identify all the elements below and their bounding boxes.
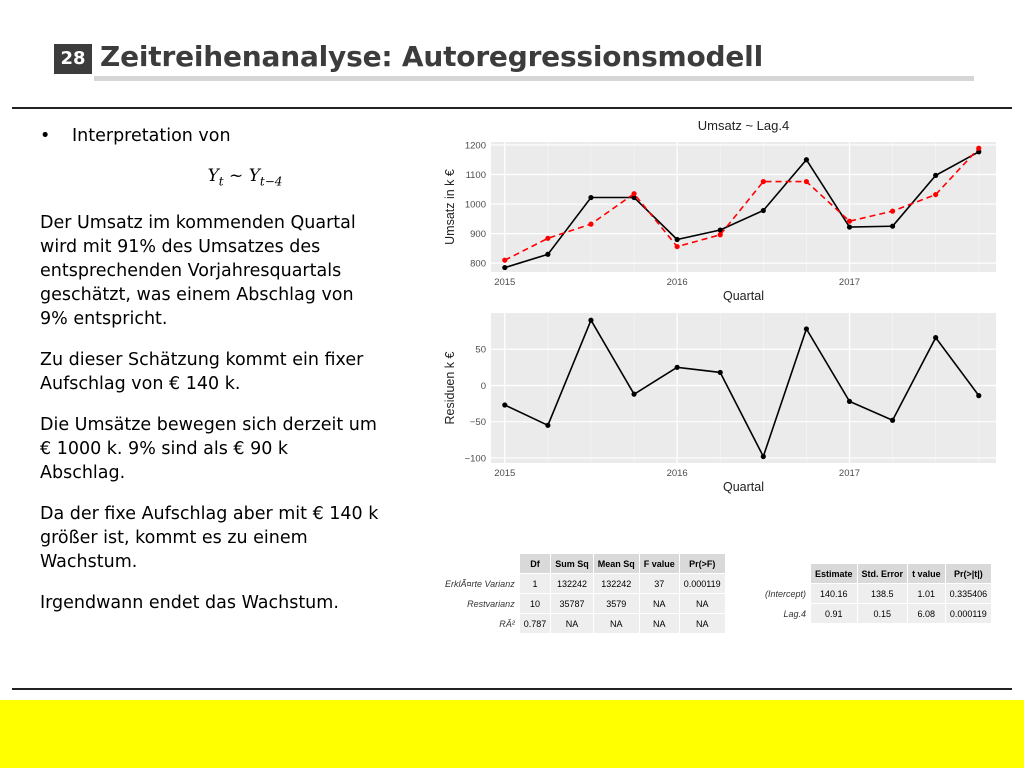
table-cell: NA	[679, 614, 725, 634]
data-point	[976, 146, 981, 151]
y-tick-label: 1000	[464, 199, 486, 211]
chart-title: Umsatz ~ Lag.4	[697, 118, 790, 133]
footer-bar	[0, 700, 1024, 768]
data-point	[588, 222, 593, 227]
y-tick-label: 50	[475, 344, 486, 356]
slide-title: Zeitreihenanalyse: Autoregressionsmodell	[100, 40, 763, 73]
table-cell: 3579	[593, 594, 639, 614]
data-point	[933, 192, 938, 197]
formula-lhs: Y	[207, 166, 219, 186]
anova-header-cell: Sum Sq	[551, 554, 594, 574]
data-point	[631, 392, 636, 397]
table-cell: 35787	[551, 594, 594, 614]
table-cell: 138.5	[857, 584, 908, 604]
coef-header-row	[761, 564, 992, 584]
table-cell: 6.08	[908, 604, 946, 624]
data-point	[631, 191, 636, 196]
table-cell: 1	[519, 574, 551, 594]
paragraph-3: Die Umsätze bewegen sich derzeit um € 1000 k. 9% sind als € 90 k Abschlag.	[40, 415, 377, 484]
row-label: Restvarianz	[441, 594, 520, 614]
x-tick-label: 2017	[838, 277, 861, 288]
table-cell: 0.787	[519, 614, 551, 634]
table-row	[441, 614, 726, 634]
x-axis-label: Quartal	[723, 289, 764, 303]
y-tick-label: 0	[480, 380, 486, 392]
anova-header-cell	[441, 554, 520, 574]
plot-panel	[491, 313, 996, 463]
table-cell: 0.15	[857, 604, 908, 624]
umsatz-chart	[436, 112, 1006, 307]
table-cell: 37	[639, 574, 679, 594]
table-row	[761, 604, 992, 624]
anova-header-cell: Pr(>F)	[679, 554, 725, 574]
coef-header-cell: t value	[908, 564, 946, 584]
table-cell: 132242	[593, 574, 639, 594]
table-row	[761, 584, 992, 604]
data-point	[675, 237, 680, 242]
data-point	[502, 265, 507, 270]
data-point	[718, 232, 723, 237]
table-cell: 1.01	[908, 584, 946, 604]
x-tick-label: 2015	[494, 277, 516, 288]
formula-op: ~	[229, 166, 244, 186]
data-point	[502, 402, 507, 407]
data-point	[588, 195, 593, 200]
y-axis-label: Residuen k €	[443, 351, 457, 425]
anova-header-cell: Df	[519, 554, 551, 574]
data-point	[675, 244, 680, 249]
formula-rhs: Y	[248, 166, 260, 186]
y-axis-label: Umsatz in k €	[443, 169, 457, 245]
data-point	[804, 157, 809, 162]
row-label: Lag.4	[761, 604, 811, 624]
x-tick-label: 2016	[666, 468, 688, 479]
x-axis-label: Quartal	[723, 480, 764, 494]
table-cell: 0.335406	[945, 584, 992, 604]
row-label: ErklÃ¤rte Varianz	[441, 574, 520, 594]
formula	[40, 164, 430, 193]
data-point	[847, 399, 852, 404]
data-point	[545, 236, 550, 241]
paragraph-2: Zu dieser Schätzung kommt ein fixer Aufschlag von € 140 k.	[40, 350, 364, 395]
table-cell: NA	[679, 594, 725, 614]
anova-header-cell: Mean Sq	[593, 554, 639, 574]
text-content	[40, 124, 430, 632]
title-underline	[94, 76, 974, 81]
data-point	[545, 423, 550, 428]
bullet-text: Interpretation von	[72, 126, 231, 146]
y-tick-label: 900	[470, 229, 486, 241]
table-row	[441, 594, 726, 614]
table-cell: NA	[639, 594, 679, 614]
bullet-item	[40, 124, 430, 148]
table-cell: 132242	[551, 574, 594, 594]
coef-header-cell: Estimate	[811, 564, 858, 584]
data-point	[761, 179, 766, 184]
bottom-divider	[12, 688, 1012, 690]
data-point	[890, 418, 895, 423]
table-cell: NA	[551, 614, 594, 634]
residuen-chart	[436, 305, 1006, 495]
data-point	[933, 335, 938, 340]
formula-rhs-sub: t−4	[259, 174, 283, 189]
data-point	[933, 173, 938, 178]
coef-header-cell: Pr(>|t|)	[945, 564, 992, 584]
data-point	[761, 454, 766, 459]
data-point	[847, 219, 852, 224]
slide-number: 28	[54, 44, 92, 74]
table-cell: 140.16	[811, 584, 858, 604]
top-divider	[12, 107, 1012, 109]
data-point	[847, 224, 852, 229]
x-tick-label: 2016	[666, 277, 688, 288]
table-cell: NA	[639, 614, 679, 634]
y-tick-label: 1100	[465, 170, 486, 181]
y-tick-label: −100	[464, 453, 486, 465]
data-point	[502, 258, 507, 263]
data-point	[976, 393, 981, 398]
coef-header-cell	[761, 564, 811, 584]
table-cell: 0.91	[811, 604, 858, 624]
y-tick-label: −50	[469, 417, 486, 429]
data-point	[718, 370, 723, 375]
coef-header-cell: Std. Error	[857, 564, 908, 584]
data-point	[545, 252, 550, 257]
paragraph-1: Der Umsatz im kommenden Quartal wird mit 91% des Umsatzes des entsprechenden Vorjahresquartals geschätzt, was einem Abschlag von 9% entspricht.	[40, 213, 356, 330]
data-point	[804, 326, 809, 331]
x-tick-label: 2015	[494, 468, 516, 479]
anova-header-row	[441, 554, 726, 574]
table-cell: NA	[593, 614, 639, 634]
coefficient-table	[760, 563, 992, 624]
data-point	[588, 318, 593, 323]
anova-header-cell: F value	[639, 554, 679, 574]
paragraph-4: Da der fixe Aufschlag aber mit € 140 k größer ist, kommt es zu einem Wachstum.	[40, 504, 379, 573]
paragraph-5: Irgendwann endet das Wachstum.	[40, 593, 339, 614]
y-tick-label: 800	[470, 258, 486, 270]
table-cell: 0.000119	[945, 604, 992, 624]
y-tick-label: 1200	[464, 140, 486, 152]
anova-table	[440, 553, 726, 634]
table-cell: 0.000119	[679, 574, 725, 594]
data-point	[675, 365, 680, 370]
data-point	[804, 179, 809, 184]
x-tick-label: 2017	[838, 468, 861, 479]
bullet-icon: •	[40, 126, 51, 146]
row-label: RÂ²	[441, 614, 520, 634]
data-point	[890, 224, 895, 229]
table-cell: 10	[519, 594, 551, 614]
data-point	[761, 208, 766, 213]
row-label: (Intercept)	[761, 584, 811, 604]
table-row	[441, 574, 726, 594]
data-point	[890, 209, 895, 214]
formula-lhs-sub: t	[218, 174, 224, 189]
